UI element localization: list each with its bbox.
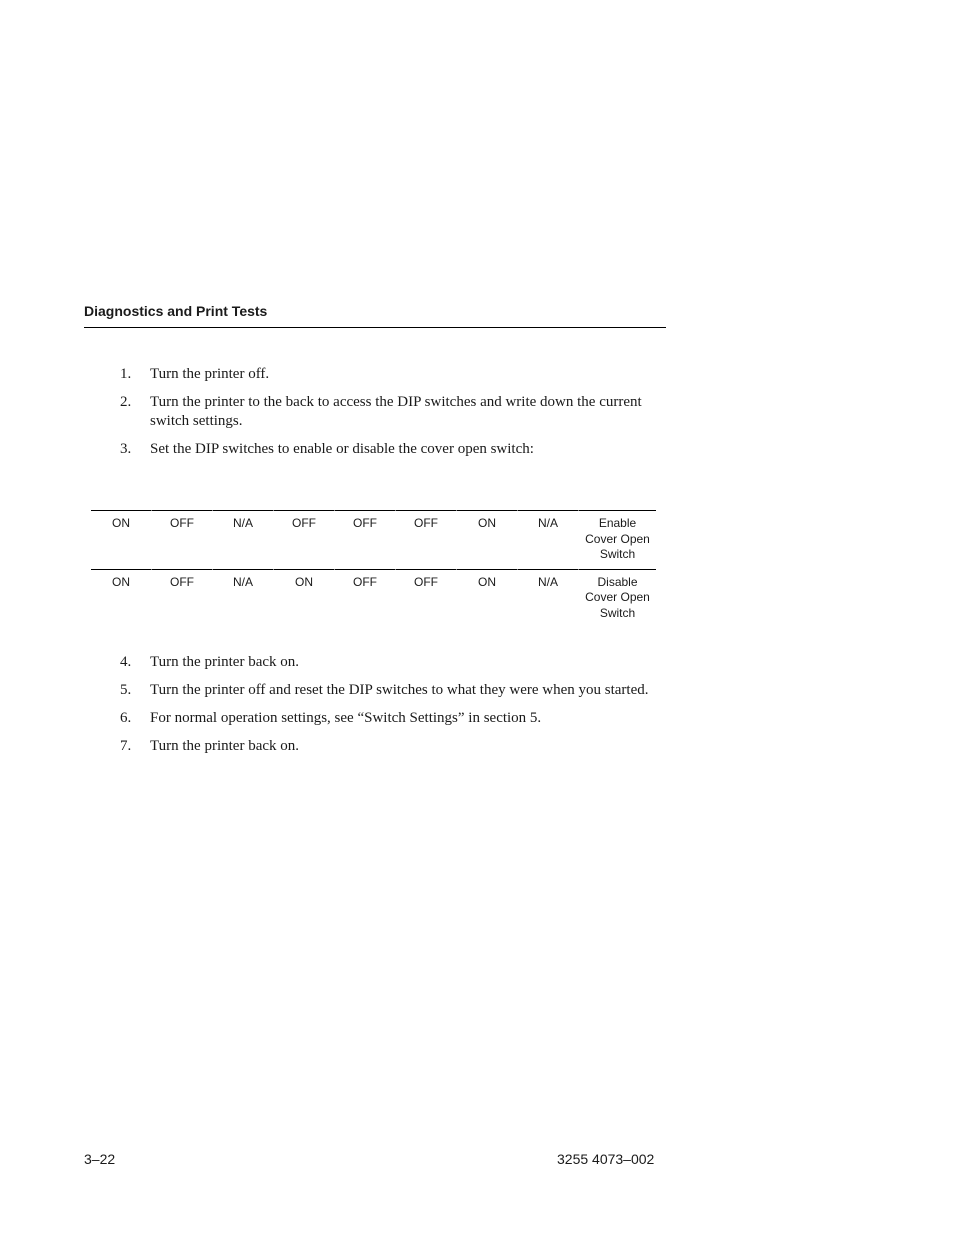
table-cell: OFF — [335, 510, 396, 569]
table-cell: N/A — [213, 569, 274, 628]
step-number: 5. — [120, 682, 132, 698]
description-line: Switch — [599, 547, 636, 561]
document-number: 3255 4073–002 — [557, 1151, 655, 1167]
page-title: Diagnostics and Print Tests — [84, 303, 268, 319]
table-row — [91, 569, 656, 628]
step-item — [84, 709, 666, 728]
description-line: Enable — [598, 516, 637, 530]
table-cell: ON — [91, 569, 152, 628]
table-cell: OFF — [152, 510, 213, 569]
steps-list-before — [84, 365, 666, 468]
step-item — [84, 653, 666, 672]
table-cell: OFF — [396, 569, 457, 628]
table-cell: OFF — [335, 569, 396, 628]
step-number: 1. — [120, 366, 132, 382]
step-item — [84, 737, 666, 756]
table-cell: ON — [274, 569, 335, 628]
table-cell: N/A — [213, 510, 274, 569]
step-text: Turn the printer off. — [150, 366, 270, 382]
section-header — [84, 302, 666, 328]
description-line: Disable — [597, 574, 638, 589]
step-item — [84, 681, 666, 700]
step-text: For normal operation settings, see “Switch Settings” in section 5. — [150, 710, 542, 726]
table-cell: OFF — [396, 510, 457, 569]
table-description-cell — [579, 569, 656, 628]
step-number: 7. — [120, 738, 132, 754]
table-cell: N/A — [518, 510, 579, 569]
step-item — [84, 440, 666, 459]
table-cell: ON — [457, 510, 518, 569]
description-line: Cover Open — [585, 590, 650, 604]
step-text: Set the DIP switches to enable or disable the cover open switch: — [150, 441, 534, 457]
table-cell: OFF — [152, 569, 213, 628]
table-cell: OFF — [274, 510, 335, 569]
description-line: Switch — [599, 605, 636, 620]
table-cell: ON — [457, 569, 518, 628]
step-number: 2. — [120, 394, 132, 410]
description-line: Cover Open — [585, 531, 650, 546]
table-row — [91, 510, 656, 569]
table-cell: N/A — [518, 569, 579, 628]
steps-list-after — [84, 653, 666, 765]
table-description-cell — [579, 510, 656, 569]
step-number: 4. — [120, 654, 132, 670]
dip-switch-table — [91, 510, 656, 627]
step-text: Turn the printer off and reset the DIP switches to what they were when you started. — [150, 682, 649, 698]
page-number: 3–22 — [84, 1151, 116, 1167]
step-number: 3. — [120, 441, 132, 457]
step-item — [84, 393, 666, 431]
table-cell: ON — [91, 510, 152, 569]
step-item — [84, 365, 666, 384]
step-text: Turn the printer to the back to access the DIP switches and write down the current switch settings. — [150, 394, 642, 429]
step-text: Turn the printer back on. — [150, 738, 300, 754]
step-text: Turn the printer back on. — [150, 654, 300, 670]
step-number: 6. — [120, 710, 132, 726]
